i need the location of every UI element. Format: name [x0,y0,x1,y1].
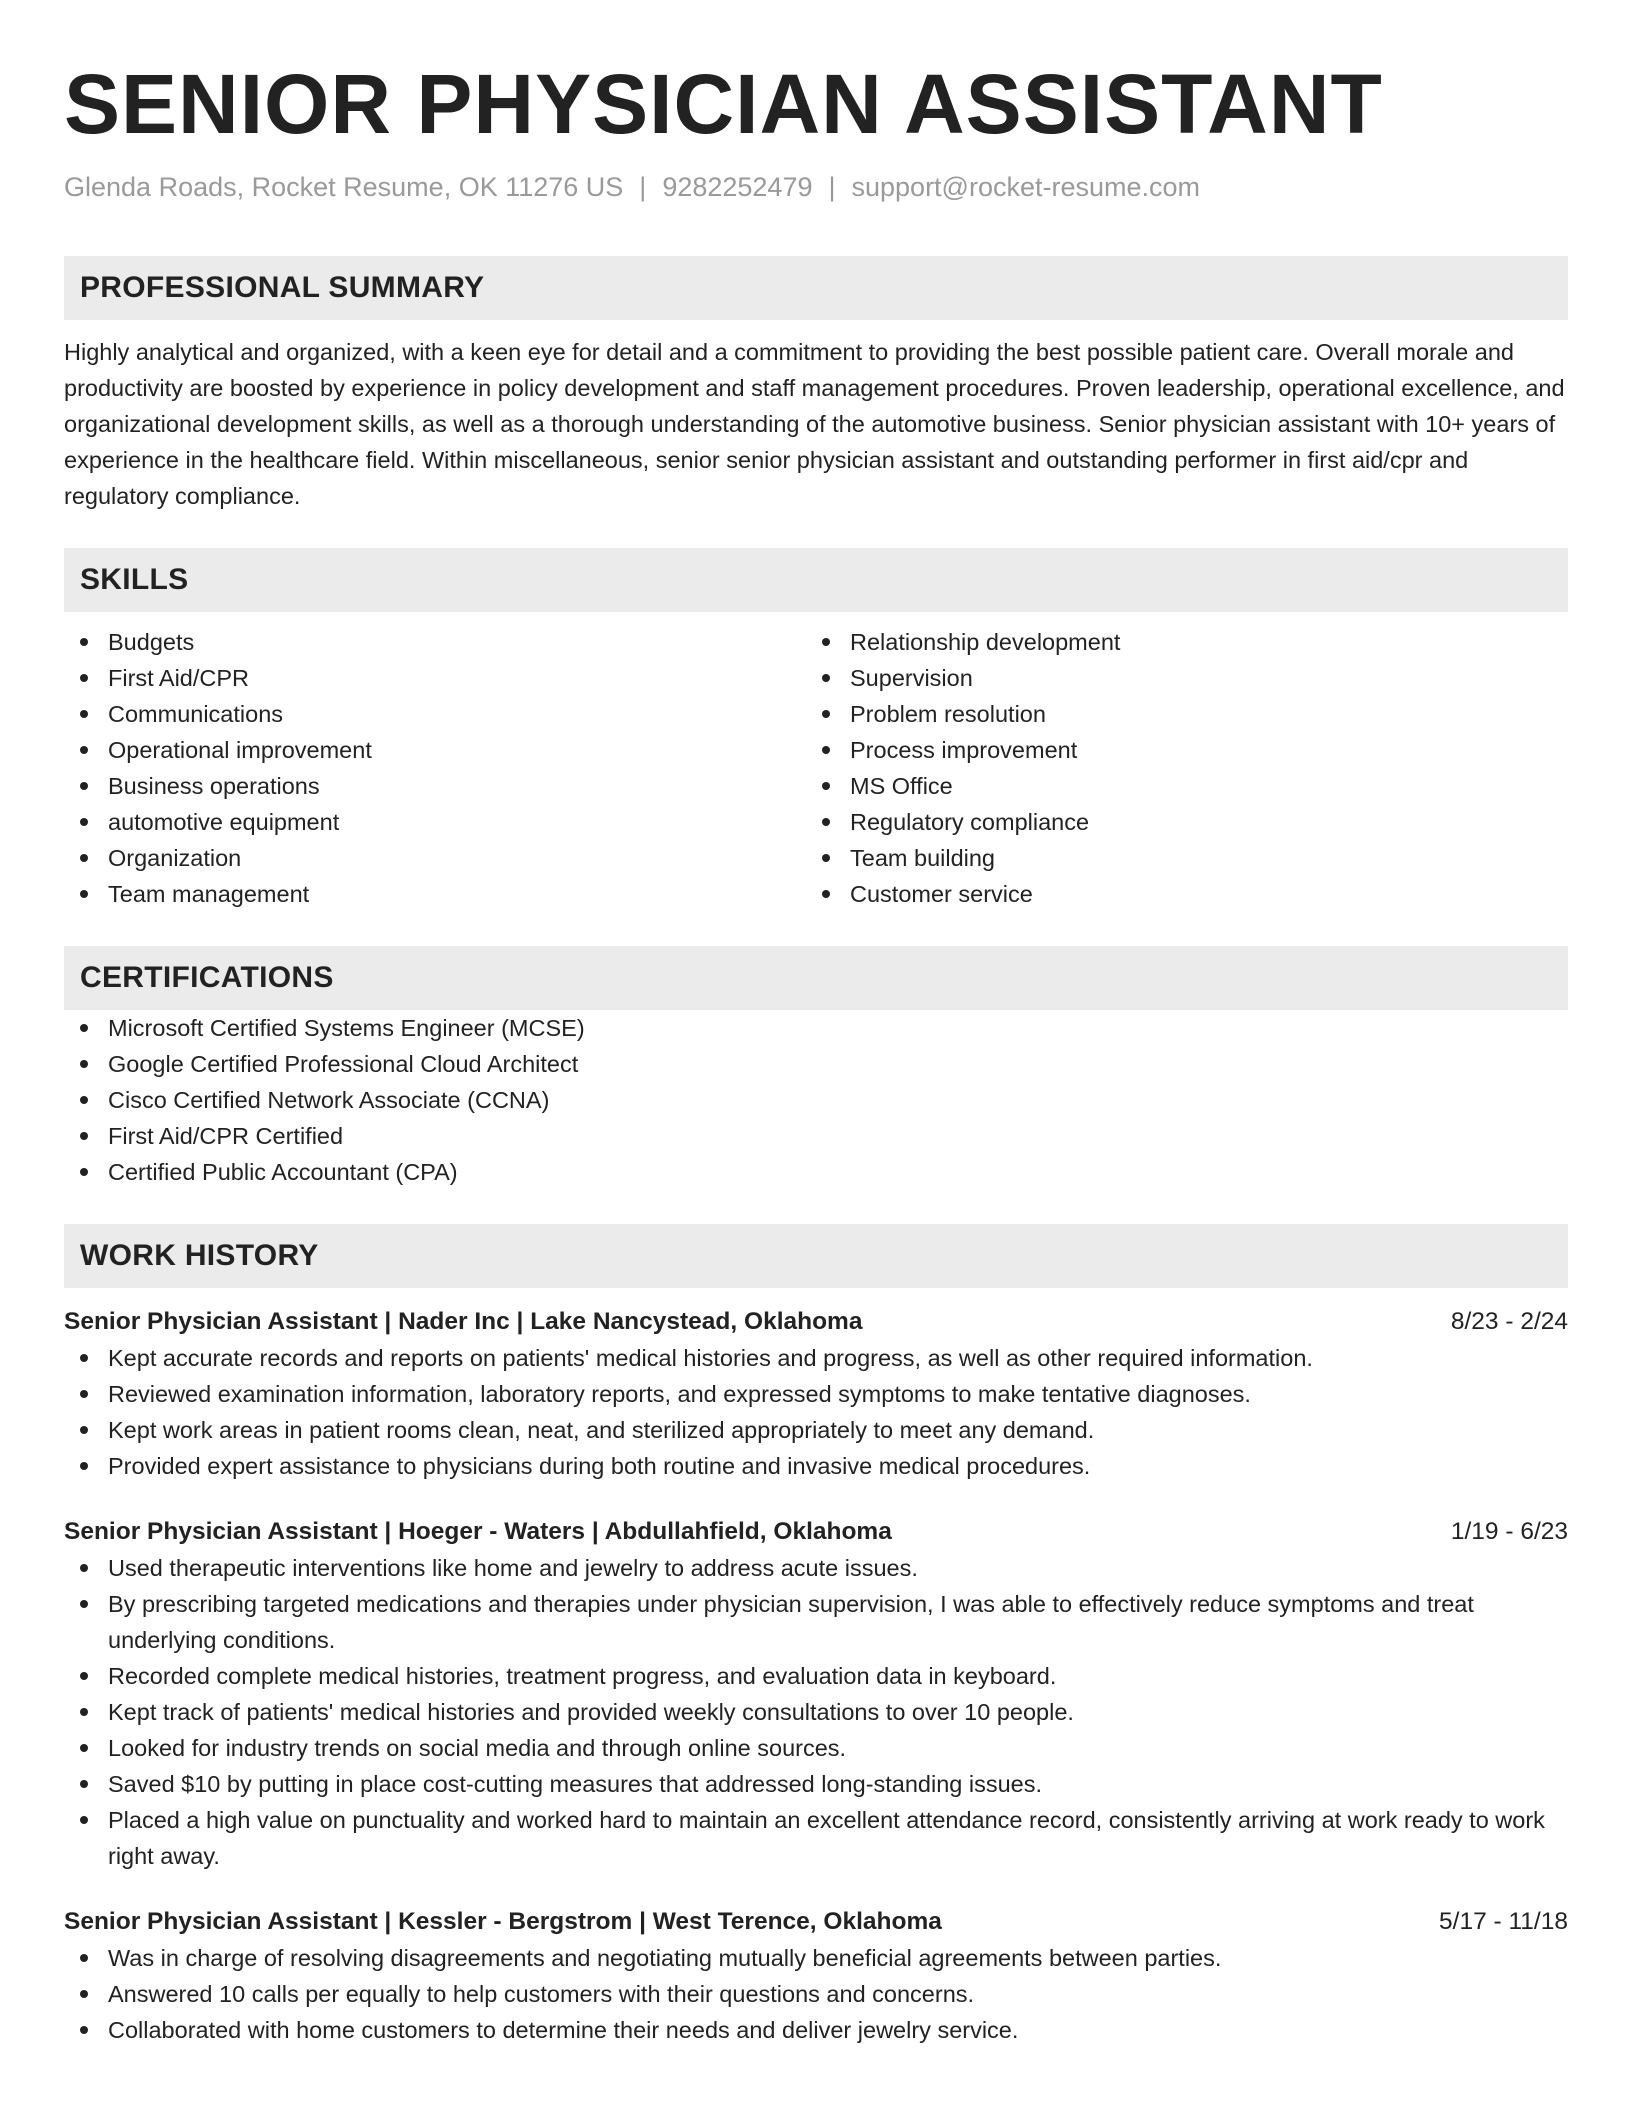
skills-list-left [64,624,806,912]
job-duty-item: Looked for industry trends on social media and through online sources. [64,1730,1568,1766]
job-heading [64,1304,1568,1340]
skill-item: Customer service [806,876,1548,912]
skill-item: Operational improvement [64,732,806,768]
contact-line [64,170,1568,204]
resume-page [64,58,1568,2048]
job-duty-item: Collaborated with home customers to determine their needs and deliver jewelry service. [64,2012,1568,2048]
job-duty-item: By prescribing targeted medications and therapies under physician supervision, I was able to effectively reduce symptoms and treat underlying conditions. [64,1586,1568,1658]
job-duty-item: Answered 10 calls per equally to help customers with their questions and concerns. [64,1976,1568,2012]
skill-item: Communications [64,696,806,732]
section-header-work-history: WORK HISTORY [64,1224,1568,1288]
job-title: Senior Physician Assistant | Nader Inc | Lake Nancystead, Oklahoma [64,1308,863,1335]
job-duty-item: Kept work areas in patient rooms clean, neat, and sterilized appropriately to meet any demand. [64,1412,1568,1448]
skill-item: Business operations [64,768,806,804]
job-duties-list [64,1940,1568,2048]
job-entry [64,1304,1568,1484]
skills-column-right [806,624,1548,912]
job-duty-item: Saved $10 by putting in place cost-cutting measures that addressed long-standing issues. [64,1766,1568,1802]
job-title: Senior Physician Assistant | Kessler - Bergstrom | West Terence, Oklahoma [64,1908,942,1935]
skill-item: Regulatory compliance [806,804,1548,840]
certification-item: Cisco Certified Network Associate (CCNA) [64,1082,1568,1118]
resume-title: SENIOR PHYSICIAN ASSISTANT [64,57,1383,151]
contact-separator: | [639,172,647,202]
section-header-certifications: CERTIFICATIONS [64,946,1568,1010]
skill-item: Relationship development [806,624,1548,660]
job-duty-item: Was in charge of resolving disagreements and negotiating mutually beneficial agreements between parties. [64,1940,1568,1976]
contact-separator: | [828,172,836,202]
job-dates: 5/17 - 11/18 [1439,1908,1568,1935]
skill-item: automotive equipment [64,804,806,840]
skill-item: First Aid/CPR [64,660,806,696]
skills-column-left [64,624,806,912]
skills-list-right [806,624,1548,912]
section-header-summary: PROFESSIONAL SUMMARY [64,256,1568,320]
skill-item: MS Office [806,768,1548,804]
skill-item: Process improvement [806,732,1548,768]
job-heading [64,1514,1568,1550]
job-duty-item: Provided expert assistance to physicians during both routine and invasive medical procedures. [64,1448,1568,1484]
job-duty-item: Reviewed examination information, laboratory reports, and expressed symptoms to make tentative diagnoses. [64,1376,1568,1412]
certification-item: Google Certified Professional Cloud Architect [64,1046,1568,1082]
job-dates: 8/23 - 2/24 [1450,1308,1568,1335]
skill-item: Organization [64,840,806,876]
skill-item: Budgets [64,624,806,660]
job-duty-item: Kept track of patients' medical histories and provided weekly consultations to over 10 people. [64,1694,1568,1730]
job-duty-item: Used therapeutic interventions like home and jewelry to address acute issues. [64,1550,1568,1586]
certifications-list [64,1010,1568,1190]
summary-text: Highly analytical and organized, with a keen eye for detail and a commitment to providing the best possible patient care. Overall morale and productivity are boosted by experience in policy development and staff management procedures. Proven leadership, operational excellence, and organizational development skills, as well as a thorough understanding of the automotive business. Senior physician assistant with 10+ years of experience in the healthcare field. Within miscellaneous, senior senior physician assistant and outstanding performer in first aid/cpr and regulatory compliance. [64,339,1565,509]
contact-phone: 9282252479 [662,172,813,202]
job-entry [64,1904,1568,2048]
certification-item: Microsoft Certified Systems Engineer (MCSE) [64,1010,1568,1046]
job-title: Senior Physician Assistant | Hoeger - Waters | Abdullahfield, Oklahoma [64,1518,892,1545]
certification-item: First Aid/CPR Certified [64,1118,1568,1154]
section-header-skills: SKILLS [64,548,1568,612]
job-duty-item: Kept accurate records and reports on patients' medical histories and progress, as well as other required information. [64,1340,1568,1376]
contact-email: support@rocket-resume.com [851,172,1201,202]
job-duties-list [64,1340,1568,1484]
skills-columns [64,624,1568,912]
job-dates: 1/19 - 6/23 [1450,1518,1568,1545]
skill-item: Problem resolution [806,696,1548,732]
job-heading [64,1904,1568,1940]
work-history-list [64,1304,1568,2048]
skill-item: Team management [64,876,806,912]
contact-address: Glenda Roads, Rocket Resume, OK 11276 US [64,172,624,202]
certification-item: Certified Public Accountant (CPA) [64,1154,1568,1190]
job-entry [64,1514,1568,1874]
job-duty-item: Placed a high value on punctuality and worked hard to maintain an excellent attendance record, consistently arriving at work ready to work right away. [64,1802,1568,1874]
skill-item: Team building [806,840,1548,876]
job-duties-list [64,1550,1568,1874]
skill-item: Supervision [806,660,1548,696]
job-duty-item: Recorded complete medical histories, treatment progress, and evaluation data in keyboard. [64,1658,1568,1694]
